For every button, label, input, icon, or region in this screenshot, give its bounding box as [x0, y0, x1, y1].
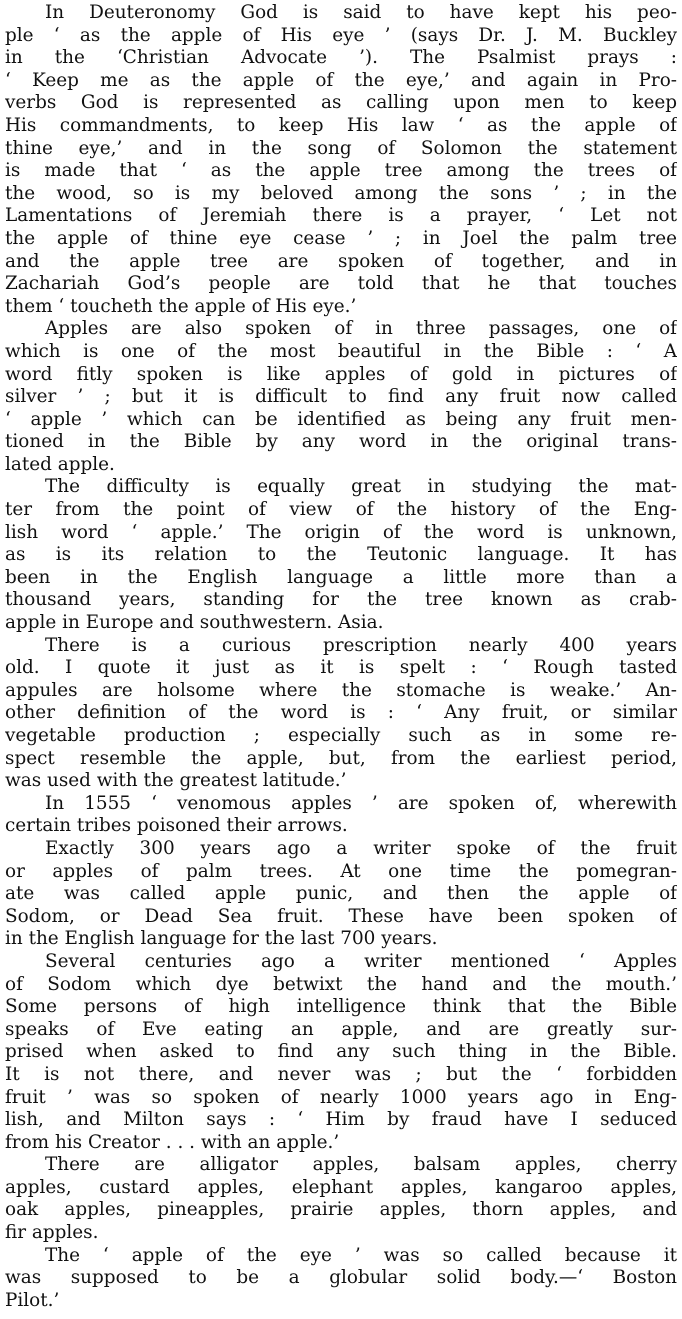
- text-line: certain tribes poisoned their arrows.: [5, 815, 348, 837]
- text-line: Some persons of high intelligence think that the Bible: [5, 996, 677, 1018]
- paragraph-word-history: [5, 476, 677, 634]
- text-line: was supposed to be a globular solid body.—‘ Boston: [5, 1267, 677, 1289]
- text-line: thousand years, standing for the tree known as crab-: [5, 589, 677, 611]
- text-line: spect resemble the apple, but, from the earliest period,: [5, 747, 677, 769]
- text-line: other definition of the word is : ‘ Any fruit, or similar: [5, 702, 677, 724]
- text-line: ‘ apple ’ which can be identified as being any fruit men-: [5, 408, 677, 430]
- text-line: in the ‘Christian Advocate ’). The Psalmist prays :: [5, 47, 677, 69]
- text-line: the wood, so is my beloved among the sons ’ ; in the: [5, 182, 677, 204]
- text-line: prised when asked to find any such thing in the Bible.: [5, 1041, 677, 1063]
- text-line: is made that ‘ as the apple tree among the trees of: [5, 160, 677, 182]
- text-line: old. I quote it just as it is spelt : ‘ Rough tasted: [5, 657, 677, 679]
- text-line: ple ‘ as the apple of His eye ’ (says Dr. J. M. Buckley: [5, 24, 677, 46]
- paragraph-palm-trees: [5, 838, 677, 951]
- text-line: from his Creator . . . with an apple.’: [5, 1131, 340, 1153]
- text-line: as is its relation to the Teutonic language. It has: [5, 544, 677, 566]
- text-line: Exactly 300 years ago a writer spoke of the fruit: [45, 837, 677, 859]
- paragraph-apple-varieties: [5, 1154, 677, 1244]
- text-line: There are alligator apples, balsam apples, cherry: [45, 1154, 677, 1176]
- text-line: It is not there, and never was ; but the ‘ forbidden: [5, 1063, 677, 1085]
- newspaper-article: [5, 2, 677, 1312]
- text-line: oak apples, pineapples, prairie apples, thorn apples, and: [5, 1199, 677, 1221]
- text-line: or apples of palm trees. At one time the pomegran-: [5, 860, 677, 882]
- text-line: of Sodom which dye betwixt the hand and the mouth.’: [5, 973, 677, 995]
- text-line: ter from the point of view of the history of the Eng-: [5, 499, 677, 521]
- text-line: appules are holsome where the stomache is weake.’ An-: [5, 679, 677, 701]
- text-line: which is one of the most beautiful in the Bible : ‘ A: [5, 340, 677, 362]
- text-line: Sodom, or Dead Sea fruit. These have been spoken of: [5, 905, 677, 927]
- text-line: In Deuteronomy God is said to have kept his peo-: [45, 2, 677, 23]
- text-line: fir apples.: [5, 1222, 99, 1244]
- text-line: There is a curious prescription nearly 400 years: [45, 634, 677, 656]
- article-source-attribution: Pilot.’: [5, 1289, 60, 1311]
- text-line: and the apple tree are spoken of together, and in: [5, 250, 677, 272]
- text-line: The difficulty is equally great in studying the mat-: [45, 476, 677, 498]
- text-line: the apple of thine eye cease ’ ; in Joel the palm tree: [5, 227, 677, 249]
- text-line: in the English language for the last 700 years.: [5, 928, 438, 950]
- text-line: word fitly spoken is like apples of gold in pictures of: [5, 363, 677, 385]
- paragraph-conclusion: [5, 1245, 677, 1313]
- text-line: Apples are also spoken of in three passages, one of: [45, 318, 677, 340]
- text-line: been in the English language a little more than a: [5, 566, 677, 588]
- text-line: In 1555 ‘ venomous apples ’ are spoken of, wherewith: [45, 792, 677, 814]
- text-line: apples, custard apples, elephant apples, kangaroo apples,: [5, 1176, 677, 1198]
- paragraph-apple-of-the-eye: [5, 2, 677, 318]
- text-line: The ‘ apple of the eye ’ was so called because it: [45, 1244, 677, 1266]
- text-line: speaks of Eve eating an apple, and are greatly sur-: [5, 1018, 677, 1040]
- text-line: lated apple.: [5, 453, 115, 475]
- text-line: vegetable production ; especially such as in some re-: [5, 725, 677, 746]
- text-line: thine eye,’ and in the song of Solomon the statement: [5, 137, 677, 159]
- text-line: fruit ’ was so spoken of nearly 1000 years ago in Eng-: [5, 1086, 677, 1108]
- paragraph-prescription: [5, 635, 677, 793]
- text-line: tioned in the Bible by any word in the original trans-: [5, 431, 677, 453]
- paragraph-venomous-apples: [5, 793, 677, 838]
- text-line: His commandments, to keep His law ‘ as the apple of: [5, 114, 677, 136]
- text-line: them ‘ toucheth the apple of His eye.’: [5, 295, 357, 317]
- text-line: was used with the greatest latitude.’: [5, 770, 347, 792]
- text-line: ‘ Keep me as the apple of the eye,’ and again in Pro-: [5, 69, 677, 91]
- text-line: verbs God is represented as calling upon men to keep: [5, 92, 677, 114]
- text-line: lish word ‘ apple.’ The origin of the word is unknown,: [5, 521, 677, 543]
- text-line: silver ’ ; but it is difficult to find any fruit now called: [5, 386, 677, 408]
- text-line: Lamentations of Jeremiah there is a prayer, ‘ Let not: [5, 205, 677, 227]
- text-line: lish, and Milton says : ‘ Him by fraud have I seduced: [5, 1109, 677, 1131]
- paragraph-three-passages: [5, 318, 677, 476]
- text-line: Several centuries ago a writer mentioned ‘ Apples: [45, 950, 677, 972]
- text-line: ate was called apple punic, and then the apple of: [5, 883, 677, 905]
- text-line: apple in Europe and southwestern. Asia.: [5, 612, 384, 634]
- text-line: Zachariah God’s people are told that he that touches: [5, 273, 677, 295]
- paragraph-apples-of-sodom: [5, 951, 677, 1154]
